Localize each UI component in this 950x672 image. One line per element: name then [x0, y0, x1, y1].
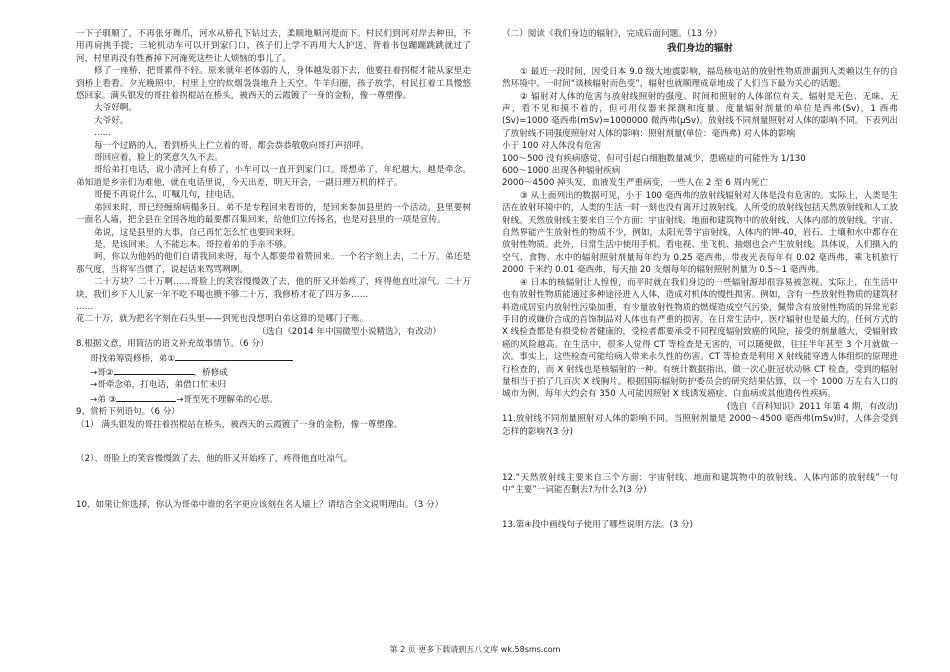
- question-9-2: （2）、哥脸上的笑容慢慢敛了去，他的肝又开始疼了，疼得他直吐凉气。: [76, 454, 353, 464]
- answer-space[interactable]: [76, 465, 471, 499]
- story-ellipsis: ……: [94, 128, 112, 139]
- story-paragraph: 呵，你以为他妈的他们自请我回来呀，每个人都要带着赞回来。一个名字刻上去，二十万。弟还是那气度，当将军当惯了，说起话来骂骂咧咧。: [76, 252, 471, 275]
- story-paragraph: 是，是该回来。人不能忘本。哥拉着弟的手亲不够。: [94, 239, 292, 250]
- story-paragraph: 弟说，这是县里的大事，自己再忙怎么忙也要回来呀。: [94, 227, 301, 238]
- article-title: 我们身边的辐射: [667, 43, 733, 55]
- story-dialogue: 大爷好啊。: [94, 103, 137, 114]
- article-paragraph: ① 最近一段时间，因受日本 9.0 级大地震影响，福岛核电站的放射性物质泄漏到人类赖以生存的自然环境中。一时间“谈核辐射而色变”，辐射也就顺理成章地成了人们当下最为关心的话题。: [502, 66, 898, 90]
- question-10: 10、如果让你选择，你认为哥弟中谁的名字更应该刻在名人墙上？请结合全文说明理由。（3 分）: [76, 500, 444, 511]
- answer-blank-3[interactable]: [116, 392, 176, 402]
- question-11: 11.放射线不同剂量照射对人体的影响不同。当照射剂量是 2000～4500 毫西弗(mSv)时，人体会受到怎样的影响?(3 分): [502, 414, 898, 437]
- story-paragraph: 哥便不再说什么，叮嘱几句，挂电话。: [94, 190, 241, 201]
- story-paragraph: 每一个过路的人，看到桥头上伫立着的哥，都会恭恭敬敬向哥打声招呼。: [94, 140, 370, 151]
- q8-line-4: [76, 392, 471, 406]
- story-paragraph: 哥回应着，脸上的笑意久久不去。: [94, 153, 223, 164]
- dose-table-row: 600～1000 出现各种辐射疾病: [502, 166, 621, 177]
- story-paragraph: 二十万块？二十万啊……哥脸上的笑容慢慢敛了去，他的肝又开始疼了，疼得他直吐凉气。二十万块，我们乡下人儿家一年不吃不喝也攒不够二十万，我修桥才花了四万多……: [76, 277, 471, 300]
- question-9-1: （1） 满头银发的哥拄着拐棍站在桥头，被西天的云霞镀了一身的金粉，像一尊塑像。: [76, 419, 403, 430]
- story-paragraph: 修了一座桥，把哥累得不轻。原来就年老体弱的人，身体越发弱下去，他要拄着拐棍才能从家里走到桥上看看。夕光晚照中，村里上空的炊烟袅袅地升上天空。牛羊归圈，孩子放学，村民扛着工具慢悠悠回家。满头银发的哥拄着拐棍站在桥头，被西天的云霞镀了一身的金粉，像一尊塑像。: [76, 66, 471, 102]
- question-13: 13.第④段中画线句子使用了哪些说明方法。(3 分): [502, 519, 693, 530]
- page-footer: 第 2 页 更多下载请到五八文库 wk.58sms.com: [389, 645, 561, 654]
- q8-line-2-suffix: ，桥修成: [193, 367, 228, 378]
- story-dialogue: 大爷好。: [94, 115, 129, 126]
- story-paragraph: 一下子驯顺了，不再张牙舞爪，河水从桥孔下钻过去，柔顺地顺河堤而下。村民们到河对岸去种田，不用再肩挑手提；三轮机动车可以开到家门口，孩子们上学不再用大人护送，背着书包蹦蹦跳跳就过了河，村里再没有牲畜掉下河淹死这些让人烦恼的事儿了。: [76, 29, 471, 64]
- left-column: [76, 28, 471, 512]
- answer-space[interactable]: [502, 497, 898, 519]
- article-paragraph: ② 辐射对人体的危害与放射线照射的强度、时间和照射的人体部位有关。辐射是无色、无味、无声，看不见和摸不着的，但可用仪器来探测和度量。度量辐射剂量的单位是西弗(Sv)，1 西弗(Sv)=1000 毫西弗(mSv)=1000000 微西弗(μSv)。放射线不同剂量照射对人体的影响不同。下表列出了放射线不同强度照射对人体的影响：照射剂量(单位：毫西弗) 对人体的影响: [502, 91, 898, 139]
- article-source: (选自《百科知识》2011 年第 4 期，有改动): [726, 401, 898, 412]
- q8-line-2-text: →哥②: [90, 367, 114, 378]
- answer-space[interactable]: [502, 438, 898, 472]
- question-9: 9、赏析下列语句。（6 分）: [76, 407, 180, 418]
- story-paragraph: 弟回来时，哥已经缠绵病榻多日。弟不是专程回来看哥的，是回来参加县里的一个活动。县里要树一面名人墙，把全县在全国各地的最要都召集回来，给他们立传扬名，也是对县里的一项是宣传。: [76, 202, 471, 226]
- article-paragraph: ④ 日本的核辐射让人惶惶，而平时就在我们身边的一些辐射源却很容易被忽视。实际上，在生活中也有放射性物质能通过多种途径进入人体，造成对机体的慢性损害。例如，含有一些放射性物质的建筑材料造成居室内放射性污染加重，有少量放射性物质的燃煤造成空气污染，佩带含有放射性物质的异常光彩手目的或嫌价合成的首饰制品对人体也有严重的损害。在日常生活中，医疗辐射也是最大的。任何方式的 X 线检查都是有损受检者健康的，受检者都要承受不同程度辐射致癌的风险，接受的剂量越大，受辐射致癌的风险越高。在生活中，很多人觉得 CT 等检查是无害的，可以随便做，往往半年甚至 3 个月就做一次。事实上，这些检查可能给病人带来永久性的伤害。CT 等检查是利用 X 射线能穿透人体组织的原理进行检查的，而 X 射线也是核辐射的一种。有统计数据指出，做一次心脏冠状动脉 CT 检查，受到的辐射量相当于拍了几百次 X 线胸片。根据国际辐射防护委员会的研究结果估算，以一个 1000 万左右人口的城市为例，每年大约会有 350 人可能因照射 X 线诱发癌症、白血病或其他遗传性疾病。: [502, 277, 898, 400]
- right-column: [502, 28, 898, 531]
- q8-line-4-suffix: →哥至死不理解弟的心思。: [176, 394, 278, 405]
- q8-line-4-text: →弟 ③: [90, 394, 117, 405]
- section-heading: （二）阅读《我们身边的辐射》，完成后面问题。（13 分）: [502, 29, 722, 39]
- question-12: 12.“天然放射线主要来自三个方面：宇宙射线、地面和建筑物中的放射线、人体内部的放射线”一句中“主要”一词能否删去?为什么?(3 分): [502, 472, 898, 496]
- story-source: （选自《2014 年中国微型小说精选》，有改动）: [257, 326, 441, 337]
- dose-table-row: 100～500 没有疾病感觉，但可引起白细胞数量减少，患癌症的可能性为 1/130: [502, 153, 806, 164]
- q8-line-3: →哥牵念弟，打电话，弟借口忙未归: [90, 380, 227, 391]
- answer-blank-1[interactable]: [175, 351, 293, 361]
- dose-table-row: 小于 100 对人体没有危害: [502, 141, 602, 152]
- dose-table-row: 2000～4500 掉头发，血液发生严重病变，一些人在 2 至 6 周内死亡: [502, 178, 768, 189]
- q8-line-1-text: 哥找弟筹资修桥，弟①: [90, 353, 176, 364]
- story-ellipsis: ……: [76, 301, 94, 312]
- answer-space[interactable]: [76, 431, 471, 453]
- article-paragraph: ③ 从上面列出的数据可见，小于 100 毫西弗的放射线辐射对人体是没有危害的。实际上，人类是生活在放射环境中的，人类的生活一时一刻也没有离开过放射线。人所受的放射线包括天然放射线和人工放射线。天然放射线主要来自三个方面：宇宙射线、地面和建筑物中的放射线、人体内部的放射线。宇宙、自然界能产生放射性的物质不少，例如，太阳光等宇宙射线，人体内的钾-40，岩石、土壤和水中都存在放射性物质。此外，日常生活中使用手机、看电视、坐飞机、抽烟也会产生放射线。具体说，人们摄入的空气、食物、水中的辐射照射剂量每年约为 0.25 毫西弗，带夜光表每年有 0.02 毫西弗，乘飞机旅行 2000 千米约 0.01 毫西弗，每天抽 20 支烟每年的辐射照射剂量为 0.5～1 毫西弗。: [502, 190, 898, 276]
- q8-line-2: [76, 365, 471, 379]
- story-paragraph: 花二十万，就为把名字刻在石头里——到死也没想明白弟这算的是哪门子账。: [76, 314, 369, 325]
- story-paragraph: 哥给弟打电话，说小清河上有桥了，小车可以一直开到家门口。哥想弟了，年纪越大，越是牵念。弟知道是乡亲们为难他，就在电话里说，今天出差，明天开会，一副日理万机的样子。: [76, 165, 471, 188]
- question-8: 8.根据文意，用简洁的语文补充故事情节。（6 分）: [76, 339, 269, 350]
- q8-line-1: [76, 351, 471, 365]
- answer-blank-2[interactable]: [114, 365, 194, 375]
